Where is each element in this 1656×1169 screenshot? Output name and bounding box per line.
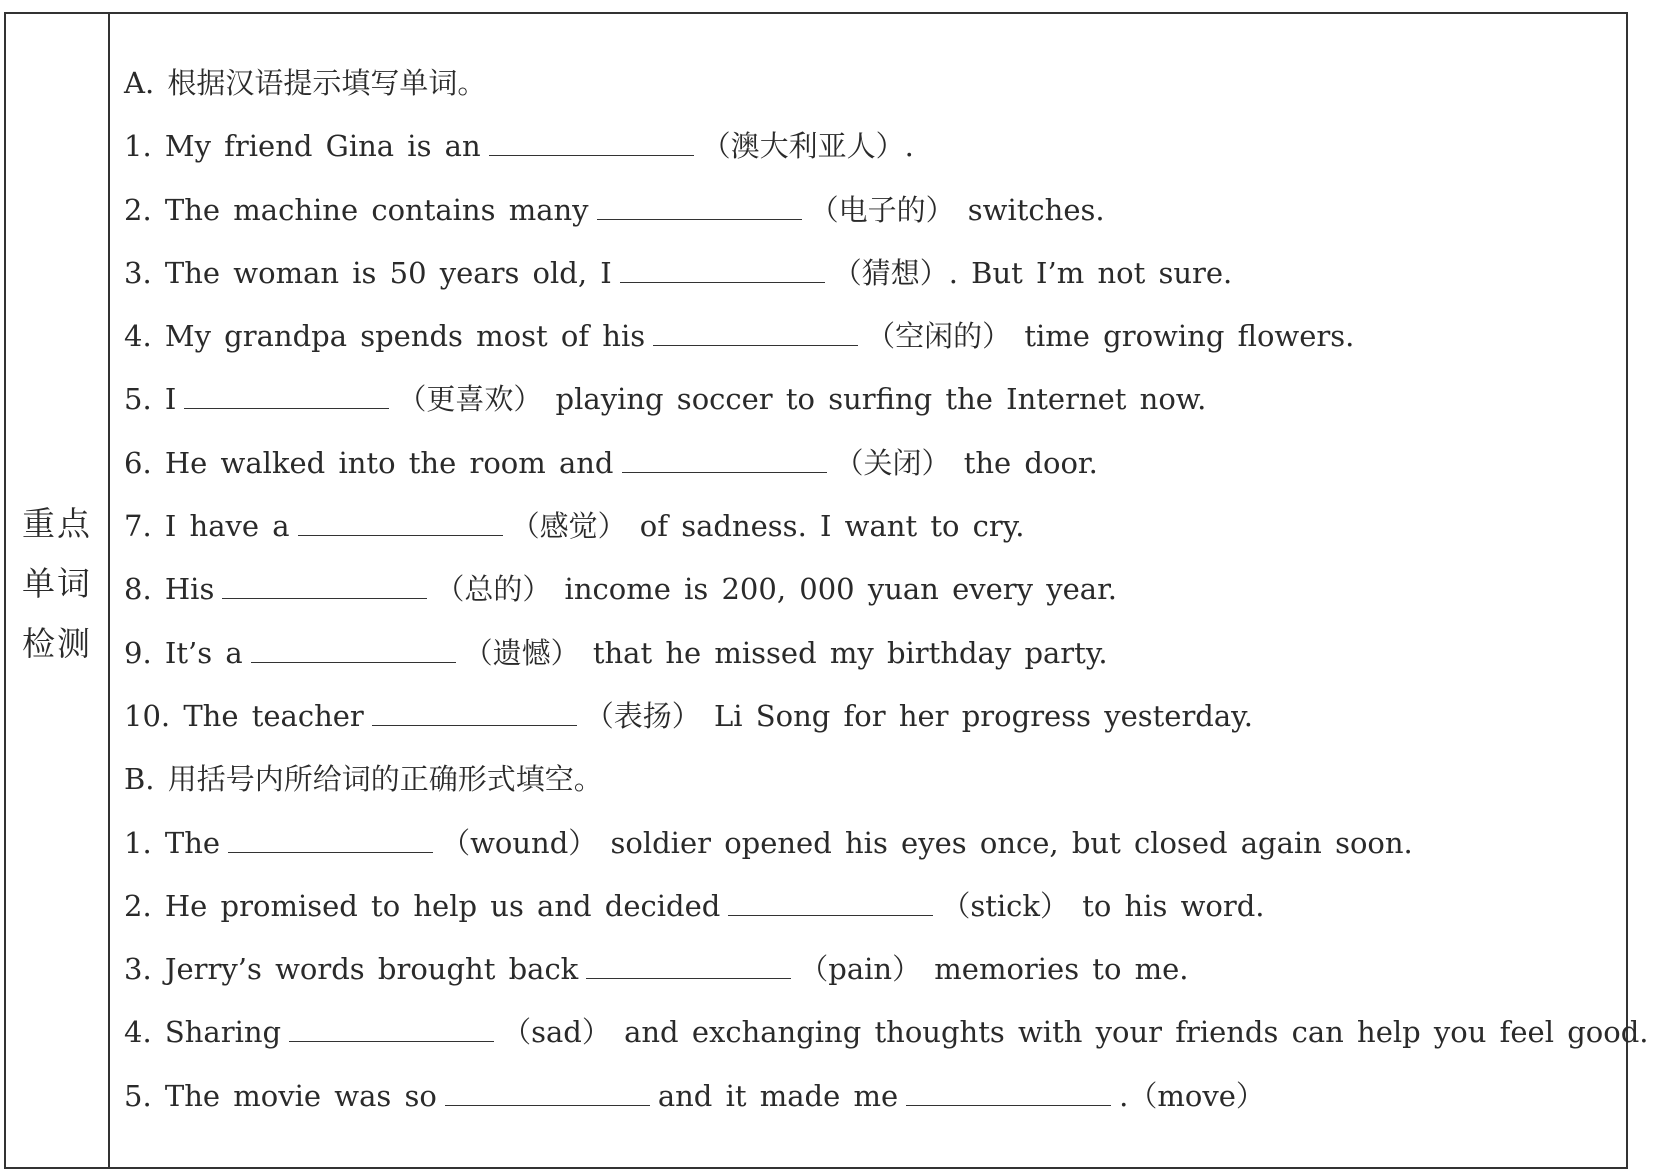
answer-blank[interactable] [597, 197, 802, 220]
answer-blank[interactable] [298, 513, 503, 536]
question-a7: 7. I have a （感觉） of sadness. I want to cry. [124, 509, 1025, 544]
answer-blank[interactable] [653, 323, 858, 346]
side-label [6, 494, 108, 674]
answer-blank[interactable] [620, 260, 825, 283]
side-label-line-1: 重点 [22, 504, 92, 543]
answer-blank[interactable] [184, 386, 389, 409]
question-b5: 5. The movie was so and it made me .（move） [124, 1078, 1265, 1113]
answer-blank[interactable] [251, 640, 456, 663]
side-label-line-3: 检测 [22, 624, 92, 663]
question-b2: 2. He promised to help us and decided （stick） to his word. [124, 888, 1265, 923]
question-b4: 4. Sharing （sad） and exchanging thoughts with your friends can help you feel good. [124, 1015, 1649, 1050]
question-a4: 4. My grandpa spends most of his （空闲的） time growing flowers. [124, 319, 1355, 354]
answer-blank[interactable] [728, 893, 933, 916]
answer-blank[interactable] [289, 1019, 494, 1042]
question-a9: 9. It’s a （遗憾） that he missed my birthday party. [124, 635, 1108, 670]
question-a8: 8. His （总的） income is 200, 000 yuan every year. [124, 572, 1117, 607]
section-a-heading: A. 根据汉语提示填写单词。 [124, 66, 487, 100]
question-a2: 2. The machine contains many （电子的） switches. [124, 192, 1105, 227]
answer-blank[interactable] [906, 1083, 1111, 1106]
answer-blank[interactable] [586, 956, 791, 979]
answer-blank[interactable] [222, 576, 427, 599]
question-a3: 3. The woman is 50 years old, I （猜想）. But I’m not sure. [124, 255, 1233, 290]
answer-blank[interactable] [622, 450, 827, 473]
side-label-column [6, 14, 110, 1169]
section-b-heading: B. 用括号内所给词的正确形式填空。 [124, 762, 603, 797]
answer-blank[interactable] [228, 830, 433, 853]
exercise-content [124, 52, 1656, 1128]
side-label-line-2: 单词 [22, 564, 92, 603]
answer-blank[interactable] [489, 133, 694, 156]
answer-blank[interactable] [445, 1083, 650, 1106]
question-a1: 1. My friend Gina is an （澳大利亚人）. [124, 129, 914, 164]
question-b1: 1. The （wound） soldier opened his eyes once, but closed again soon. [124, 825, 1413, 860]
answer-blank[interactable] [372, 703, 577, 726]
question-a6: 6. He walked into the room and （关闭） the door. [124, 445, 1098, 480]
question-a5: 5. I （更喜欢） playing soccer to surfing the Internet now. [124, 382, 1207, 417]
question-b3: 3. Jerry’s words brought back （pain） memories to me. [124, 952, 1189, 987]
question-a10: 10. The teacher （表扬） Li Song for her progress yesterday. [124, 698, 1253, 733]
